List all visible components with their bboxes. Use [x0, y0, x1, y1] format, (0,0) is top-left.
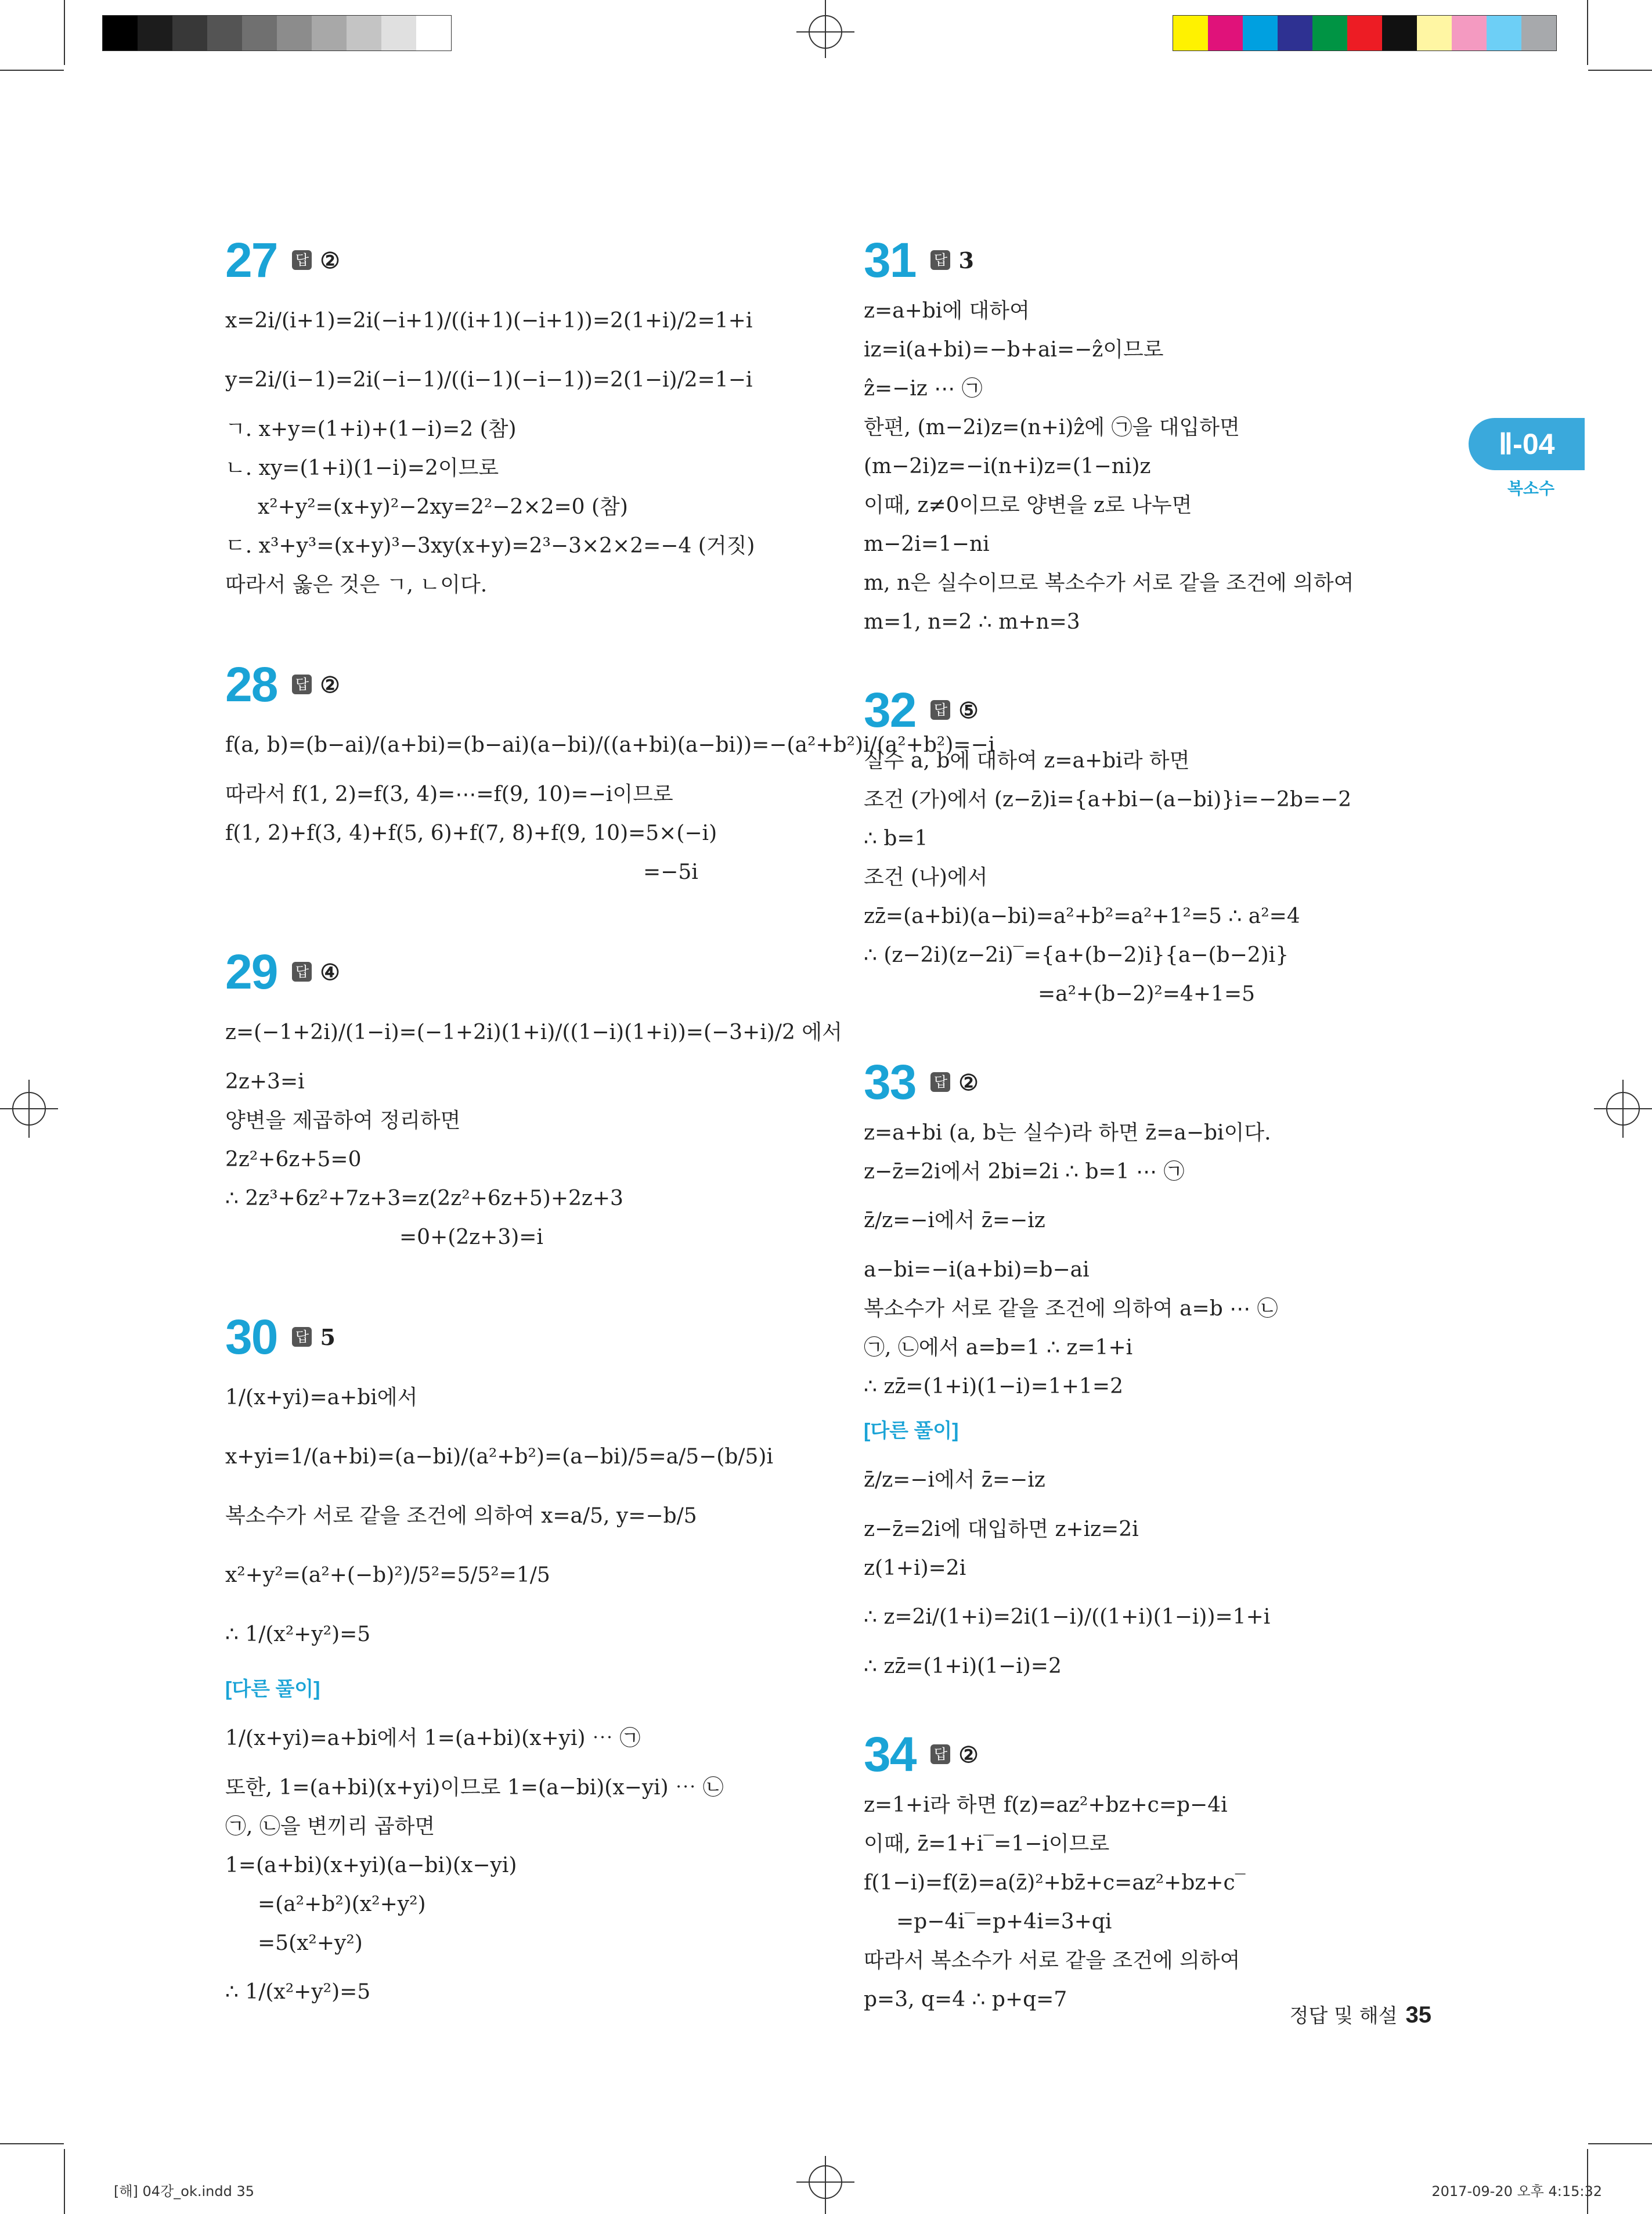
solution-line: =5(x²+y²): [258, 1931, 363, 1955]
problem-number: 31: [864, 233, 916, 287]
solution-line: y=2i/(i−1)=2i(−i−1)/((i−1)(−i−1))=2(1−i)/2=1−i: [225, 368, 753, 392]
solution-line: 이때, z≠0이므로 양변을 z로 나누면: [864, 493, 1192, 517]
problem-header: [864, 1054, 1444, 1110]
color-swatch: [312, 16, 347, 51]
solution-line: ∴ (z−2i)(z−2i)‾={a+(b−2)i}{a−(b−2)i}: [864, 943, 1289, 967]
solution-line: m, n은 실수이므로 복소수가 서로 같을 조건에 의하여: [864, 571, 1354, 595]
color-swatch: [1382, 16, 1417, 51]
solution-line: ẑ=−iz ⋯ ㉠: [864, 377, 983, 401]
problem-header: [225, 1309, 806, 1365]
color-swatch: [172, 16, 207, 51]
answer-value: ②: [958, 1741, 979, 1768]
solution-line: z−z̄=2i에서 2bi=2i ∴ b=1 ⋯ ㉠: [864, 1160, 1185, 1184]
answer-tag-icon: 답: [930, 700, 950, 720]
answer-value: ②: [320, 671, 340, 698]
solution-line: f(a, b)=(b−ai)/(a+bi)=(b−ai)(a−bi)/((a+bi)(a−bi))=−(a²+b²)i/(a²+b²)=−i: [225, 733, 995, 757]
problem-number: 34: [864, 1727, 916, 1782]
solution-line: 2z+3=i: [225, 1070, 305, 1094]
color-swatch: [1173, 16, 1208, 51]
page-number: 35: [1405, 2002, 1431, 2028]
problem-number: 33: [864, 1055, 916, 1109]
answer-tag-icon: 답: [292, 1327, 312, 1347]
color-swatch: [138, 16, 172, 51]
solution-line: 양변을 제곱하여 정리하면: [225, 1109, 461, 1133]
answer-value: ②: [958, 1069, 979, 1095]
problem-number: 30: [225, 1310, 277, 1364]
solution-line: z=(−1+2i)/(1−i)=(−1+2i)(1+i)/((1−i)(1+i))=(−3+i)/2 에서: [225, 1021, 842, 1044]
solution-line: x²+y²=(x+y)²−2xy=2²−2×2=0 (참): [258, 495, 628, 519]
crop-mark: [0, 70, 64, 71]
solution-line: x=2i/(i+1)=2i(−i+1)/((i+1)(−i+1))=2(1+i)/2=1+i: [225, 309, 753, 333]
alternate-solution-label: [다른 풀이]: [225, 1678, 320, 1700]
problem-header: [864, 232, 1444, 288]
solution-line: =(a²+b²)(x²+y²): [258, 1892, 426, 1916]
slug-filename: [해] 04강_ok.indd 35: [114, 2183, 254, 2199]
solution-line: ㉠, ㉡에서 a=b=1 ∴ z=1+i: [864, 1336, 1133, 1360]
problem-header: [864, 682, 1444, 738]
slug-timestamp: 2017-09-20 오후 4:15:32: [1431, 2183, 1602, 2199]
solution-line: m=1, n=2 ∴ m+n=3: [864, 610, 1080, 634]
solution-line: 2z²+6z+5=0: [225, 1148, 362, 1171]
color-swatch: [1312, 16, 1347, 51]
color-swatch: [1278, 16, 1312, 51]
solution-line: ∴ 1/(x²+y²)=5: [225, 1622, 371, 1646]
process-color-bar: [1173, 15, 1557, 51]
crop-mark: [1587, 0, 1588, 65]
solution-line: iz=i(a+bi)=−b+ai=−ẑ이므로: [864, 338, 1164, 362]
solution-line: f(1, 2)+f(3, 4)+f(5, 6)+f(7, 8)+f(9, 10)=5×(−i): [225, 821, 717, 845]
registration-mark-icon: [1594, 1080, 1652, 1138]
solution-line: 한편, (m−2i)z=(n+i)ẑ에 ㉠을 대입하면: [864, 416, 1240, 439]
answer-tag-icon: 답: [292, 675, 312, 694]
problem-30: [225, 1309, 806, 2022]
solution-line: x²+y²=(a²+(−b)²)/5²=5/5²=1/5: [225, 1563, 550, 1587]
solution-line: 복소수가 서로 같을 조건에 의하여 a=b ⋯ ㉡: [864, 1297, 1278, 1321]
color-swatch: [1208, 16, 1243, 51]
solution-line: m−2i=1−ni: [864, 532, 990, 556]
problem-29: [225, 944, 842, 1257]
solution-line: ㄴ. xy=(1+i)(1−i)=2이므로: [225, 456, 499, 480]
problem-header: [225, 944, 806, 1000]
color-swatch: [207, 16, 242, 51]
solution-line: =p−4i‾=p+4i=3+qi: [896, 1910, 1112, 1934]
chapter-subtitle: 복소수: [1507, 479, 1554, 498]
solution-line: 따라서 옳은 것은 ㄱ, ㄴ이다.: [225, 573, 488, 597]
color-swatch: [1487, 16, 1521, 51]
solution-line: f(1−i)=f(z̄)=a(z̄)²+bz̄+c=az²+bz+c‾: [864, 1871, 1246, 1895]
registration-mark-icon: [796, 2156, 854, 2214]
answer-tag-icon: 답: [930, 1072, 950, 1092]
solution-line: ㉠, ㉡을 변끼리 곱하면: [225, 1815, 435, 1838]
grayscale-bar: [102, 15, 452, 51]
solution-line: ∴ zz̄=(1+i)(1−i)=1+1=2: [864, 1375, 1123, 1398]
problem-header: [225, 232, 806, 288]
solution-line: 조건 (나)에서: [864, 866, 988, 889]
answer-tag-icon: 답: [292, 250, 312, 270]
solution-line: ∴ z=2i/(1+i)=2i(1−i)/((1+i)(1−i))=1+i: [864, 1605, 1271, 1629]
solution-line: 조건 (가)에서 (z−z̄)i={a+bi−(a−bi)}i=−2b=−2: [864, 788, 1352, 812]
solution-line: z−z̄=2i에 대입하면 z+iz=2i: [864, 1517, 1139, 1541]
color-swatch: [103, 16, 138, 51]
solution-line: ∴ zz̄=(1+i)(1−i)=2: [864, 1654, 1062, 1678]
problem-number: 32: [864, 683, 916, 737]
answer-value: 5: [320, 1324, 336, 1350]
solution-line: z=a+bi (a, b는 실수)라 하면 z̄=a−bi이다.: [864, 1121, 1271, 1145]
color-swatch: [1417, 16, 1452, 51]
solution-line: z̄/z=−i에서 z̄=−iz: [864, 1209, 1045, 1232]
solution-line: =−5i: [643, 860, 698, 884]
solution-line: 실수 a, b에 대하여 z=a+bi라 하면: [864, 749, 1190, 773]
problem-header: [225, 657, 806, 712]
problem-header: [864, 1726, 1444, 1782]
solution-line: 1=(a+bi)(x+yi)(a−bi)(x−yi): [225, 1854, 517, 1877]
solution-line: ㄱ. x+y=(1+i)+(1−i)=2 (참): [225, 417, 517, 441]
problem-27: [225, 232, 806, 604]
solution-line: x+yi=1/(a+bi)=(a−bi)/(a²+b²)=(a−bi)/5=a/5−(b/5)i: [225, 1445, 773, 1469]
solution-line: a−bi=−i(a+bi)=b−ai: [864, 1258, 1090, 1282]
solution-line: =0+(2z+3)=i: [399, 1225, 543, 1249]
solution-line: z=1+i라 하면 f(z)=az²+bz+c=p−4i: [864, 1793, 1228, 1817]
color-swatch: [1452, 16, 1487, 51]
solution-line: ∴ 1/(x²+y²)=5: [225, 1980, 371, 2004]
crop-mark: [1588, 2143, 1652, 2144]
problem-number: 29: [225, 944, 277, 999]
chapter-tab: Ⅱ-04: [1469, 418, 1585, 470]
solution-line: 또한, 1=(a+bi)(x+yi)이므로 1=(a−bi)(x−yi) ⋯ ㉡: [225, 1776, 724, 1800]
registration-mark-icon: [796, 0, 854, 58]
crop-mark: [64, 0, 65, 65]
color-swatch: [1243, 16, 1278, 51]
problem-number: 28: [225, 657, 277, 712]
answer-value: ⑤: [958, 697, 979, 723]
right-column: [864, 232, 1444, 2019]
color-swatch: [1521, 16, 1556, 51]
problem-33: [864, 1054, 1444, 1686]
color-swatch: [242, 16, 277, 51]
registration-mark-icon: [0, 1080, 58, 1138]
solution-line: 이때, z̄=1+i‾=1−i이므로: [864, 1832, 1110, 1856]
solution-line: 1/(x+yi)=a+bi에서 1=(a+bi)(x+yi) ⋯ ㉠: [225, 1726, 641, 1750]
answer-tag-icon: 답: [292, 962, 312, 982]
crop-mark: [64, 2149, 65, 2214]
solution-line: 복소수가 서로 같을 조건에 의하여 x=a/5, y=−b/5: [225, 1504, 697, 1528]
color-swatch: [416, 16, 451, 51]
solution-line: p=3, q=4 ∴ p+q=7: [864, 1988, 1067, 2011]
crop-mark: [1588, 70, 1652, 71]
solution-line: ∴ b=1: [864, 827, 928, 850]
footer-label: 정답 및 해설: [1289, 2004, 1398, 2028]
page-footer: [1290, 2000, 1431, 2028]
color-swatch: [277, 16, 312, 51]
answer-value: ②: [320, 247, 340, 273]
solution-line: 따라서 f(1, 2)=f(3, 4)=⋯=f(9, 10)=−i이므로: [225, 783, 673, 806]
solution-line: zz̄=(a+bi)(a−bi)=a²+b²=a²+1²=5 ∴ a²=4: [864, 904, 1300, 928]
problem-number: 27: [225, 233, 277, 287]
solution-line: 따라서 복소수가 서로 같을 조건에 의하여: [864, 1949, 1240, 1973]
answer-tag-icon: 답: [930, 1744, 950, 1764]
alternate-solution-label: [다른 풀이]: [864, 1420, 959, 1442]
color-swatch: [347, 16, 381, 51]
solution-line: 1/(x+yi)=a+bi에서: [225, 1386, 418, 1409]
problem-32: [864, 682, 1444, 1014]
color-swatch: [1347, 16, 1382, 51]
color-swatch: [381, 16, 416, 51]
solution-line: z(1+i)=2i: [864, 1556, 966, 1580]
problem-31: [864, 232, 1444, 641]
solution-line: (m−2i)z=−i(n+i)z=(1−ni)z: [864, 455, 1151, 478]
solution-line: ㄷ. x³+y³=(x+y)³−3xy(x+y)=2³−3×2×2=−4 (거짓): [225, 534, 755, 558]
crop-mark: [0, 2143, 64, 2144]
answer-value: ④: [320, 958, 340, 985]
solution-line: =a²+(b−2)²=4+1=5: [1038, 982, 1256, 1006]
solution-line: z̄/z=−i에서 z̄=−iz: [864, 1468, 1045, 1492]
answer-value: 3: [958, 247, 974, 273]
problem-34: [864, 1726, 1444, 2019]
answer-tag-icon: 답: [930, 250, 950, 270]
solution-line: ∴ 2z³+6z²+7z+3=z(2z²+6z+5)+2z+3: [225, 1187, 623, 1210]
solution-line: z=a+bi에 대하여: [864, 299, 1030, 323]
